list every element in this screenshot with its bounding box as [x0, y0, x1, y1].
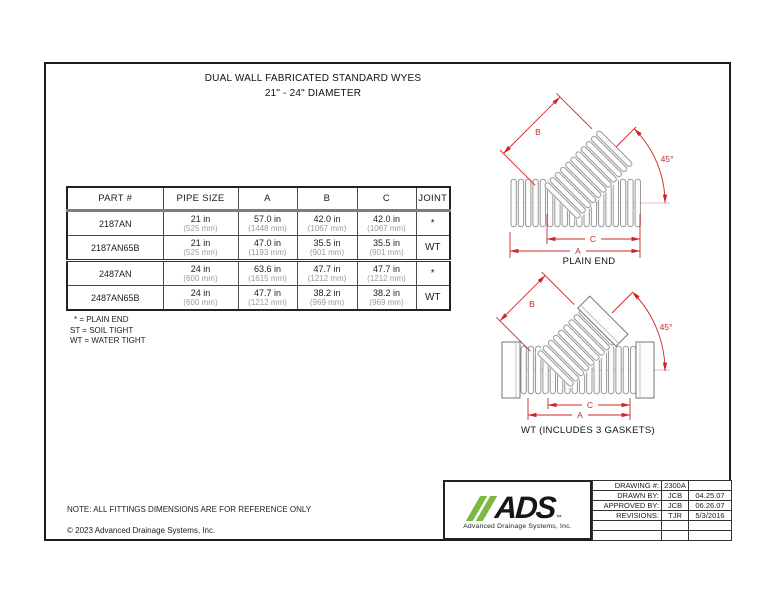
title-block-row	[593, 531, 732, 541]
col-header-part: PART #	[67, 187, 163, 211]
title-block-row	[593, 511, 732, 521]
field-label	[593, 521, 662, 531]
cell-value: 35.5 in	[313, 237, 341, 248]
cell-value: 42.0 in	[372, 213, 401, 224]
cell-value: 63.6 in	[253, 263, 282, 274]
diagram-caption: PLAIN END	[562, 256, 616, 267]
angle-label: 45°	[660, 154, 674, 164]
cell-value-mm: (901 mm)	[309, 248, 345, 257]
dim-a-label: A	[575, 246, 581, 256]
cell-pipe-size	[163, 261, 238, 286]
wt-diagram	[486, 272, 736, 442]
cell-joint: *	[416, 211, 450, 236]
field-label: APPROVED BY:	[593, 501, 662, 511]
cell-b	[297, 211, 357, 236]
cell-value: 47.7 in	[313, 263, 341, 274]
trademark-symbol: ™	[555, 514, 562, 521]
field-value: TJR	[662, 511, 689, 521]
table-header-row	[67, 187, 450, 211]
dim-b-label: B	[529, 299, 535, 309]
title-block-row	[593, 501, 732, 511]
cell-value-mm: (525 mm)	[183, 224, 218, 233]
cell-c	[357, 236, 416, 261]
dim-c-label: C	[589, 234, 597, 244]
cell-value: 42.0 in	[313, 213, 341, 224]
cell-pipe-size	[163, 286, 238, 311]
field-date: 06.26.07	[689, 501, 732, 511]
col-header-joint: JOINT	[416, 187, 450, 211]
cell-value: 38.2 in	[313, 287, 341, 298]
field-value: JCB	[662, 501, 689, 511]
ads-logo-text: ADS	[494, 489, 556, 525]
cell-b	[297, 261, 357, 286]
diagram-caption: WT (INCLUDES 3 GASKETS)	[521, 425, 655, 436]
field-date	[689, 531, 732, 541]
legend-line: * = PLAIN END	[74, 315, 129, 324]
bell-end	[636, 342, 654, 398]
field-value	[662, 521, 689, 531]
cell-value-mm: (969 mm)	[369, 298, 404, 307]
cell-value-mm: (1067 mm)	[307, 224, 347, 233]
cell-value-mm: (1212 mm)	[367, 274, 406, 283]
cell-value-mm: (1212 mm)	[248, 298, 287, 307]
cell-value: 57.0 in	[253, 213, 282, 224]
col-header-b: B	[297, 187, 357, 211]
cell-b	[297, 236, 357, 261]
cell-value-mm: (1212 mm)	[307, 274, 347, 283]
title-block-table	[592, 480, 732, 541]
table-row	[67, 286, 450, 311]
field-label: DRAWN BY:	[593, 491, 662, 501]
cell-value: 24 in	[190, 287, 211, 298]
field-date: 04.25.07	[689, 491, 732, 501]
field-label	[593, 531, 662, 541]
field-date: 5/3/2016	[689, 511, 732, 521]
cell-value-mm: (600 mm)	[183, 274, 218, 283]
table-row	[67, 261, 450, 286]
legend-line: ST = SOIL TIGHT	[70, 325, 134, 335]
cell-value: 47.0 in	[253, 237, 282, 248]
title-block-row	[593, 521, 732, 531]
cell-value: 47.7 in	[253, 287, 282, 298]
field-value: JCB	[662, 491, 689, 501]
cell-pipe-size	[163, 236, 238, 261]
joint-legend	[70, 315, 145, 347]
title-block-row	[593, 491, 732, 501]
cell-a	[238, 236, 297, 261]
col-header-a: A	[238, 187, 297, 211]
cell-a	[238, 261, 297, 286]
cell-c	[357, 261, 416, 286]
field-date	[689, 481, 732, 491]
dim-a-label: A	[577, 410, 583, 420]
cell-c	[357, 211, 416, 236]
cell-value: 21 in	[190, 237, 211, 248]
page-title	[113, 72, 513, 101]
parts-table	[66, 186, 451, 311]
col-header-c: C	[357, 187, 416, 211]
cell-value: 47.7 in	[372, 263, 401, 274]
cell-value-mm: (1193 mm)	[248, 248, 287, 257]
cell-value-mm: (1067 mm)	[367, 224, 406, 233]
cell-joint: WT	[416, 236, 450, 261]
cell-value: 24 in	[190, 263, 211, 274]
field-value: 2300A	[662, 481, 689, 491]
cell-part: 2187AN	[67, 211, 163, 236]
table-row	[67, 211, 450, 236]
field-date	[689, 521, 732, 531]
cell-pipe-size	[163, 211, 238, 236]
copyright-text: © 2023 Advanced Drainage Systems, Inc.	[67, 526, 216, 535]
cell-part: 2487AN65B	[67, 286, 163, 311]
legend-line: WT = WATER TIGHT	[70, 336, 146, 345]
cell-part: 2187AN65B	[67, 236, 163, 261]
title-line-1: DUAL WALL FABRICATED STANDARD WYES	[204, 73, 422, 84]
col-header-pipe-size: PIPE SIZE	[163, 187, 238, 211]
cell-value-mm: (901 mm)	[369, 248, 404, 257]
title-line-2: 21" - 24" DIAMETER	[264, 87, 362, 99]
cell-b	[297, 286, 357, 311]
dim-c-label: C	[586, 400, 594, 410]
cell-c	[357, 286, 416, 311]
table-row	[67, 236, 450, 261]
field-value	[662, 531, 689, 541]
note-text: NOTE: ALL FITTINGS DIMENSIONS ARE FOR REFERENCE ONLY	[67, 505, 312, 514]
cell-joint: *	[416, 261, 450, 286]
field-label: DRAWING #:	[593, 481, 662, 491]
title-block-row	[593, 481, 732, 491]
cell-a	[238, 286, 297, 311]
ads-logo-row	[473, 489, 562, 525]
ads-logo	[443, 480, 592, 540]
cell-value-mm: (525 mm)	[183, 248, 218, 257]
cell-part: 2487AN	[67, 261, 163, 286]
plain-end-diagram	[486, 92, 736, 272]
angle-label: 45°	[659, 322, 673, 332]
cell-joint: WT	[416, 286, 450, 311]
cell-value-mm: (600 mm)	[183, 298, 218, 307]
cell-value-mm: (1448 mm)	[248, 224, 287, 233]
cell-value: 21 in	[190, 213, 211, 224]
cell-a	[238, 211, 297, 236]
bell-end	[502, 342, 520, 398]
cell-value-mm: (1615 mm)	[248, 274, 287, 283]
cell-value: 38.2 in	[372, 287, 401, 298]
cell-value: 35.5 in	[372, 237, 401, 248]
ads-logo-subtitle: Advanced Drainage Systems, Inc.	[463, 522, 572, 530]
field-label: REVISIONS:	[593, 511, 662, 521]
dim-b-label: B	[535, 127, 541, 137]
cell-value-mm: (969 mm)	[309, 298, 345, 307]
